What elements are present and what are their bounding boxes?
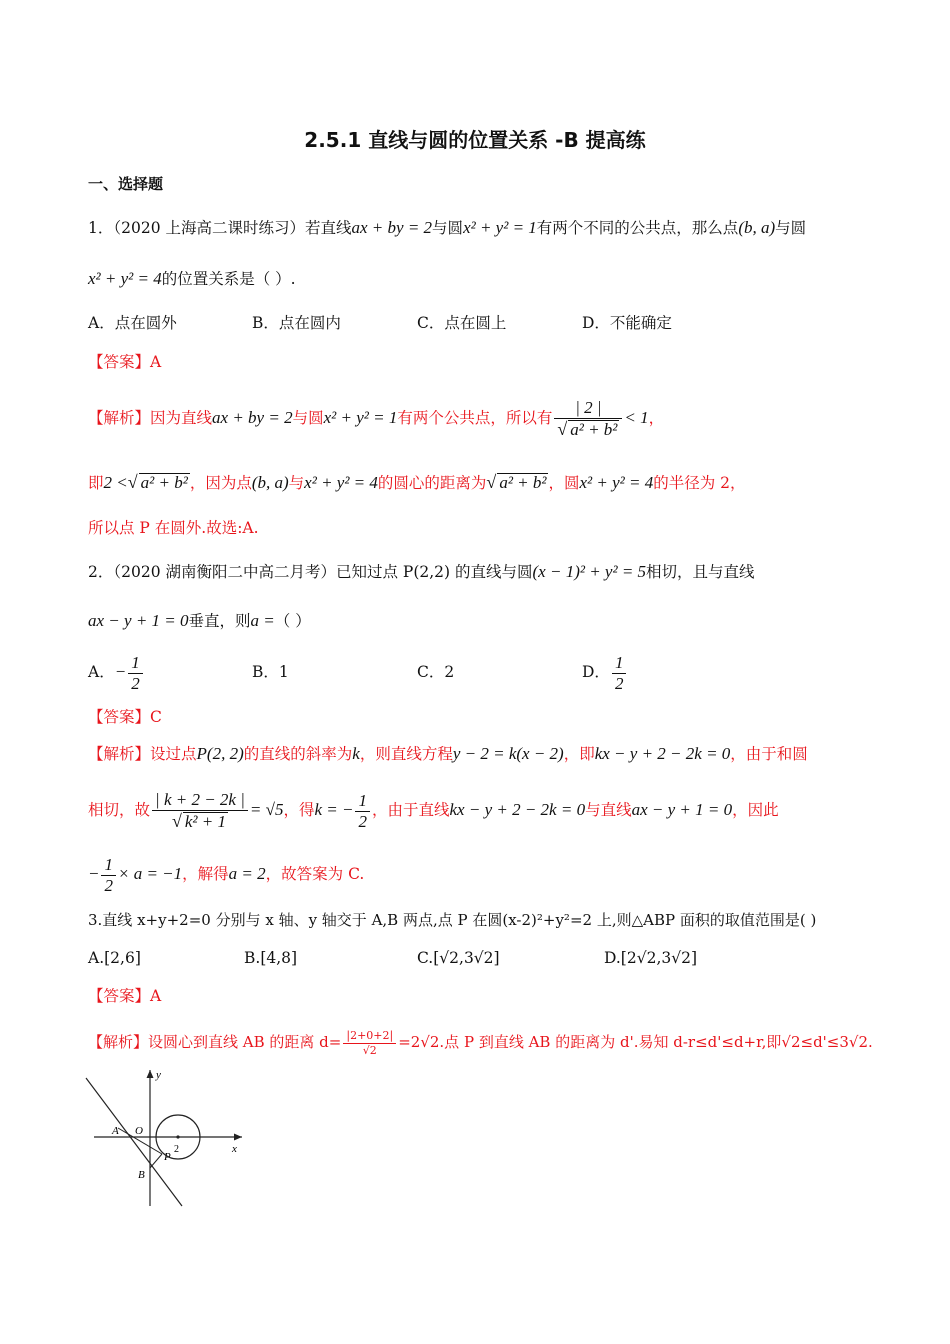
q1-explanation-line1: 【解析】因为直线ax + by = 2与圆x² + y² = 1有两个公共点，所以有 $\frac{| 2 |}{\text{√ a² + b²}}$ < 1， <box>88 398 665 439</box>
x-axis-arrow-icon <box>234 1134 242 1141</box>
q2-explanation-line3: − $\frac{1}{2}$ × a = −1，解得a = 2，故答案为 C. <box>88 854 365 895</box>
q2-option-a: A．− $\frac{1}{2}$ <box>88 650 145 694</box>
label-a: A <box>112 1125 119 1137</box>
q3-option-b: B.[4,8] <box>244 949 298 967</box>
segment-bp <box>150 1154 162 1168</box>
q1-fraction: $\frac{| 2 |}{\text{√ a² + b²}}$ <box>554 398 622 440</box>
q2-option-b: B．1 <box>252 663 289 681</box>
geometry-figure <box>84 1066 254 1208</box>
q3-option-d: D.[2√2,3√2] <box>604 949 698 967</box>
q2-explanation-line1: 【解析】设过点P(2, 2)的直线的斜率为k，则直线方程y − 2 = k(x − 2)，即kx − y + 2 − 2k = 0，由于和圆 <box>88 744 808 763</box>
label-o: O <box>135 1125 143 1137</box>
q2-option-c: C．2 <box>417 663 455 681</box>
q1-explanation-line3: 所以点 P 在圆外.故选:A. <box>88 519 259 537</box>
q1-stem-line2: x² + y² = 4的位置关系是（ ）. <box>88 269 296 288</box>
q2-stem: 2．（2020 湖南衡阳二中高二月考）已知过点 P(2,2) 的直线与圆(x − 1)² + y² = 5相切，且与直线 <box>88 562 755 581</box>
q1-stem: 1．（2020 上海高二课时练习）若直线ax + by = 2与圆x² + y² = 1有两个不同的公共点，那么点(b, a)与圆 <box>88 218 807 237</box>
q3-stem: 3.直线 x+y+2=0 分别与 x 轴、y 轴交于 A,B 两点,点 P 在圆(x-2)²+y²=2 上,则△ABP 面积的取值范围是( ) <box>88 911 817 929</box>
q1-explanation-line2: 即2 <√ a² + b² ，因为点(b, a)与x² + y² = 4的圆心的距离为√ a² + b² ，圆x² + y² = 4的半径为 2， <box>88 472 746 492</box>
q1-option-d: D．不能确定 <box>582 314 672 332</box>
q3-answer: 【答案】A <box>88 987 162 1005</box>
q3-explanation: 【解析】设圆心到直线 AB 的距离 d= $\frac{|2+0+2|}{√2}$ =2√2.点 P 到直线 AB 的距离为 d'.易知 d-r≤d'≤d+r,即√2≤d'≤3√2. <box>88 1028 873 1057</box>
circle-center <box>176 1135 179 1138</box>
label-two: 2 <box>174 1144 179 1155</box>
q2-option-d: D． $\frac{1}{2}$ <box>582 650 628 694</box>
q2-explanation-line2: 相切，故 $\frac{| k + 2 - 2k |}{\text{√ k² + 1}}$ = √5，得k = − $\frac{1}{2}$ ，由于直线kx − y + 2 − 2k = 0与直线ax − y + 1 = 0，因此 <box>88 790 779 831</box>
q1-option-c: C．点在圆上 <box>417 314 507 332</box>
section-heading: 一、选择题 <box>88 175 164 193</box>
q3-option-a: A.[2,6] <box>88 949 141 967</box>
y-axis-arrow-icon <box>147 1070 154 1078</box>
label-x: x <box>232 1143 237 1155</box>
label-y: y <box>156 1069 161 1081</box>
label-p: P <box>164 1151 171 1163</box>
q1-option-b: B．点在圆内 <box>252 314 341 332</box>
q1-option-a: A．点在圆外 <box>88 314 177 332</box>
q3-option-c: C.[√2,3√2] <box>417 949 500 967</box>
q2-answer: 【答案】C <box>88 708 162 726</box>
line-ab <box>86 1078 182 1206</box>
q2-stem-line2: ax − y + 1 = 0垂直，则a =（ ） <box>88 611 311 630</box>
label-b: B <box>138 1169 145 1181</box>
q1-answer: 【答案】A <box>88 353 162 371</box>
page-title: 2.5.1 直线与圆的位置关系 -B 提高练 <box>304 128 646 152</box>
